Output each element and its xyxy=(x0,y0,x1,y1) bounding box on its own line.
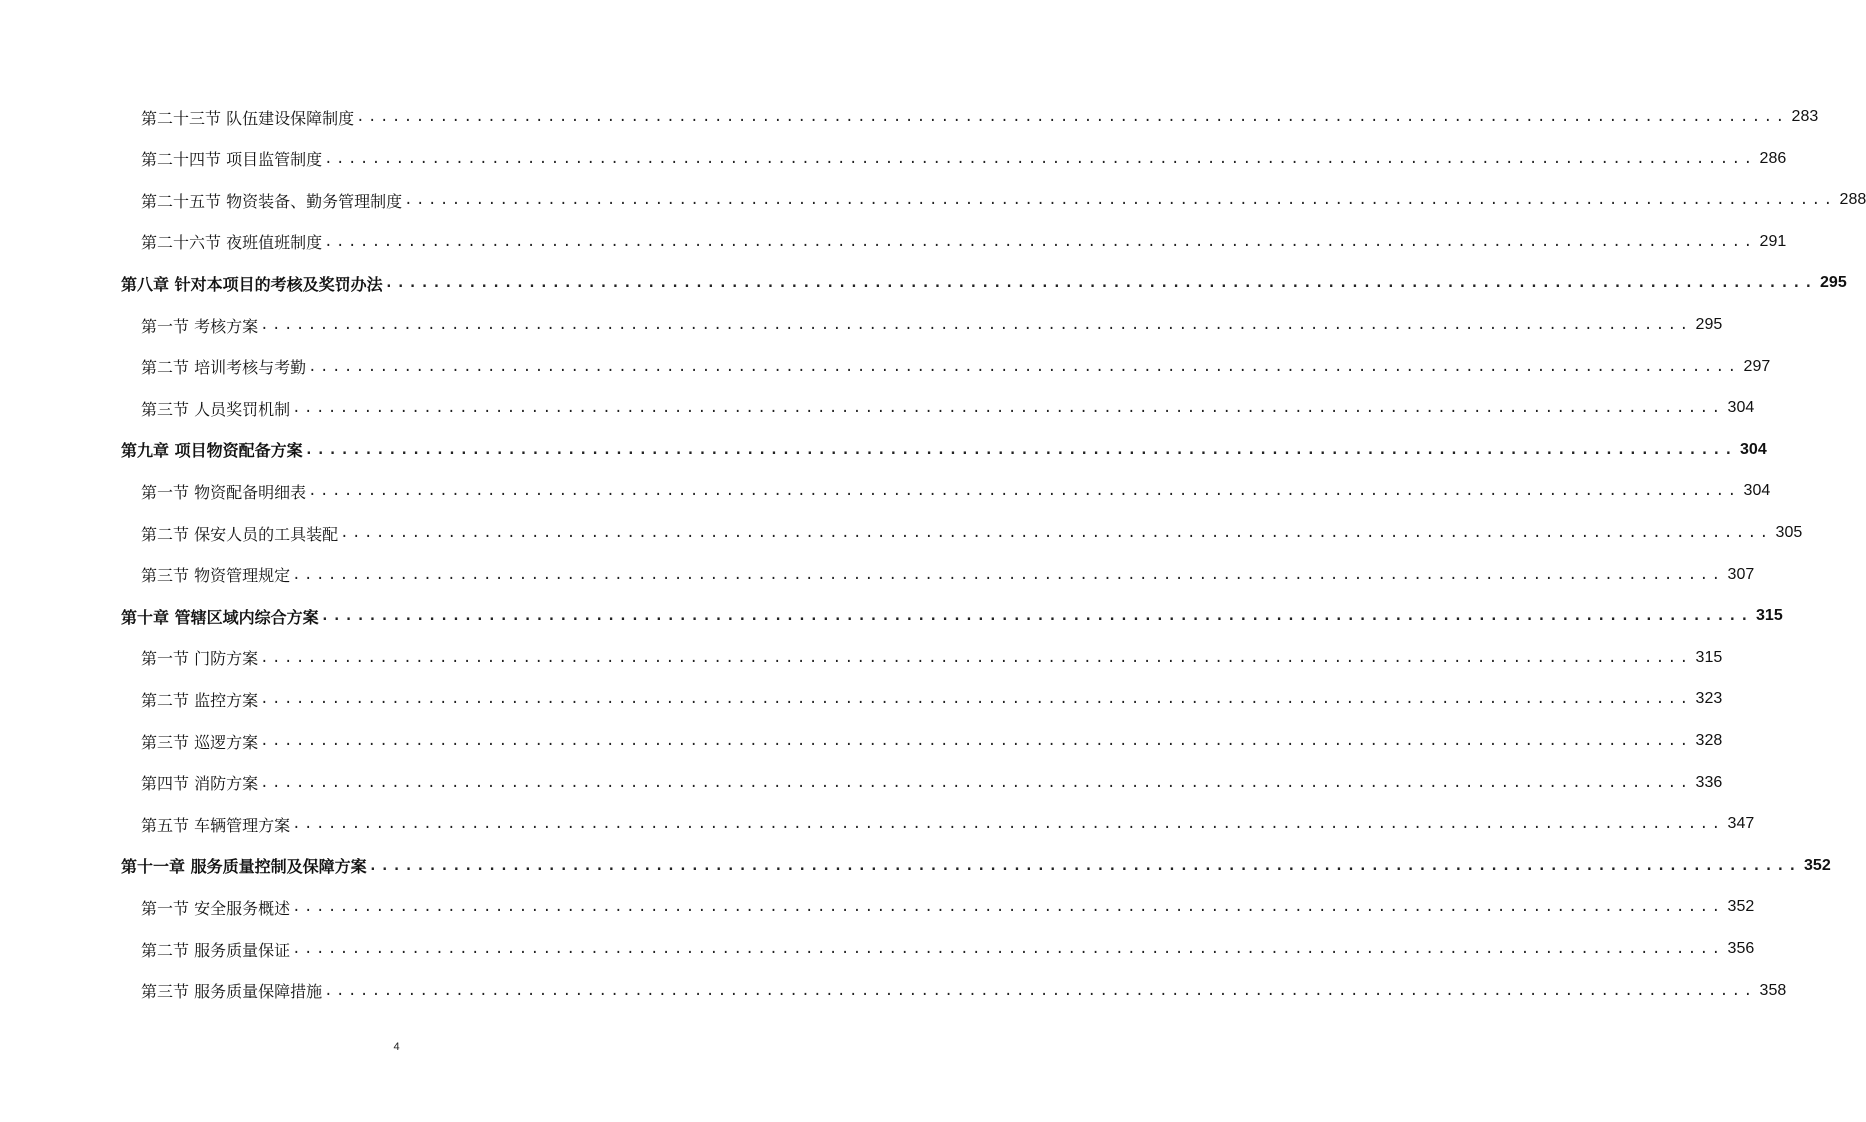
dot-leader: ........................................................................................................................ xyxy=(260,733,1692,749)
toc-entry-page: 323 xyxy=(1695,690,1723,708)
toc-entry-page: 356 xyxy=(1727,940,1755,957)
toc-entry-page: 336 xyxy=(1695,773,1723,791)
dot-leader: ........................................................................................................................ xyxy=(324,233,1756,250)
toc-section-entry[interactable] xyxy=(141,678,1723,720)
toc-entry-page: 304 xyxy=(1727,399,1755,417)
toc-entry-title: 第三节 服务质量保障措施 xyxy=(141,982,323,1002)
toc-entry-title: 第二十四节 项目监管制度 xyxy=(141,150,323,170)
dot-leader: ........................................................................................................................ xyxy=(292,566,1724,583)
toc-entry-page: 328 xyxy=(1695,732,1723,749)
toc-entry-title: 第三节 物资管理规定 xyxy=(141,566,291,586)
toc-chapter-entry[interactable] xyxy=(121,595,1783,637)
toc-entry-page: 295 xyxy=(1820,274,1847,292)
toc-entry-page: 352 xyxy=(1804,856,1831,874)
toc-entry-page: 305 xyxy=(1775,524,1803,541)
toc-section-entry[interactable] xyxy=(141,928,1755,970)
toc-section-entry[interactable] xyxy=(141,96,1819,138)
dot-leader: ........................................................................................................................ xyxy=(260,774,1692,791)
toc-entry-page: 304 xyxy=(1740,440,1767,458)
toc-entry-title: 第八章 针对本项目的考核及奖罚办法 xyxy=(121,274,383,294)
toc-section-entry[interactable] xyxy=(141,221,1787,263)
dot-leader: ........................................................................................................................ xyxy=(308,358,1740,375)
toc-entry-page: 286 xyxy=(1759,149,1787,167)
toc-section-entry[interactable] xyxy=(141,346,1771,388)
toc-chapter-entry[interactable] xyxy=(121,429,1767,471)
toc-section-entry[interactable] xyxy=(141,512,1803,554)
toc-entry-page: 283 xyxy=(1791,108,1819,125)
toc-section-entry[interactable] xyxy=(141,470,1771,512)
toc-entry-title: 第九章 项目物资配备方案 xyxy=(121,441,303,461)
toc-entry-title: 第四节 消防方案 xyxy=(141,774,259,794)
toc-entry-title: 第一节 门防方案 xyxy=(141,649,259,669)
toc-entry-page: 288 xyxy=(1839,191,1866,209)
dot-leader: ........................................................................................................................ xyxy=(292,899,1724,916)
page-number: 4 xyxy=(393,1041,400,1053)
toc-entry-title: 第二十三节 队伍建设保障制度 xyxy=(141,108,355,128)
dot-leader: ........................................................................................................................ xyxy=(260,649,1692,666)
toc-entry-page: 307 xyxy=(1727,565,1755,583)
toc-entry-title: 第二节 培训考核与考勤 xyxy=(141,358,307,378)
toc-entry-page: 304 xyxy=(1743,482,1771,500)
toc-section-entry[interactable] xyxy=(141,803,1755,845)
toc-entry-title: 第二十五节 物资装备、勤务管理制度 xyxy=(141,191,403,211)
toc-entry-title: 第二十六节 夜班值班制度 xyxy=(141,233,323,253)
toc-entry-title: 第十章 管辖区域内综合方案 xyxy=(121,607,319,627)
dot-leader: ........................................................................................................................ xyxy=(292,941,1724,957)
toc-entry-title: 第一节 考核方案 xyxy=(141,316,259,336)
toc-entry-title: 第二节 保安人员的工具装配 xyxy=(141,524,339,544)
toc-section-entry[interactable] xyxy=(141,387,1755,429)
toc-entry-title: 第一节 物资配备明细表 xyxy=(141,482,307,502)
dot-leader: ........................................................................................................................ xyxy=(368,857,1801,874)
dot-leader: ........................................................................................................................ xyxy=(260,317,1692,333)
toc-entry-page: 315 xyxy=(1695,648,1723,666)
dot-leader: ........................................................................................................................ xyxy=(292,816,1724,833)
toc-entry-page: 358 xyxy=(1759,981,1787,999)
toc-section-entry[interactable] xyxy=(141,886,1755,928)
toc-section-entry[interactable] xyxy=(141,720,1723,762)
toc-chapter-entry[interactable] xyxy=(121,845,1831,887)
toc-entry-title: 第三节 巡逻方案 xyxy=(141,732,259,752)
dot-leader: ........................................................................................................................ xyxy=(260,691,1692,708)
dot-leader: ........................................................................................................................ xyxy=(324,982,1756,999)
toc-entry-page: 352 xyxy=(1727,898,1755,916)
dot-leader: ........................................................................................................................ xyxy=(356,109,1788,125)
toc-section-entry[interactable] xyxy=(141,179,1866,221)
toc-entry-title: 第二节 服务质量保证 xyxy=(141,940,291,960)
dot-leader: ........................................................................................................................ xyxy=(320,608,1753,625)
toc-entry-title: 第二节 监控方案 xyxy=(141,690,259,710)
toc-section-entry[interactable] xyxy=(141,138,1787,180)
toc-section-entry[interactable] xyxy=(141,637,1723,679)
toc-entry-title: 第十一章 服务质量控制及保障方案 xyxy=(121,857,367,877)
dot-leader: ........................................................................................................................ xyxy=(340,525,1772,541)
toc-section-entry[interactable] xyxy=(141,970,1787,1012)
toc-entry-title: 第一节 安全服务概述 xyxy=(141,898,291,918)
toc-entry-page: 297 xyxy=(1743,357,1771,375)
toc-chapter-entry[interactable] xyxy=(121,262,1847,304)
toc-entry-page: 295 xyxy=(1695,316,1723,333)
toc-entry-title: 第三节 人员奖罚机制 xyxy=(141,399,291,419)
dot-leader: ........................................................................................................................ xyxy=(308,483,1740,500)
dot-leader: ........................................................................................................................ xyxy=(384,275,1817,292)
toc-entry-page: 315 xyxy=(1756,607,1783,625)
dot-leader: ........................................................................................................................ xyxy=(304,441,1737,458)
dot-leader: ........................................................................................................................ xyxy=(324,150,1756,167)
toc-entry-page: 347 xyxy=(1727,815,1755,833)
toc-section-entry[interactable] xyxy=(141,304,1723,346)
dot-leader: ........................................................................................................................ xyxy=(292,400,1724,417)
toc-entry-title: 第五节 车辆管理方案 xyxy=(141,815,291,835)
toc-section-entry[interactable] xyxy=(141,762,1723,804)
toc-section-entry[interactable] xyxy=(141,554,1755,596)
toc-entry-page: 291 xyxy=(1759,232,1787,250)
dot-leader: ........................................................................................................................ xyxy=(404,192,1836,209)
